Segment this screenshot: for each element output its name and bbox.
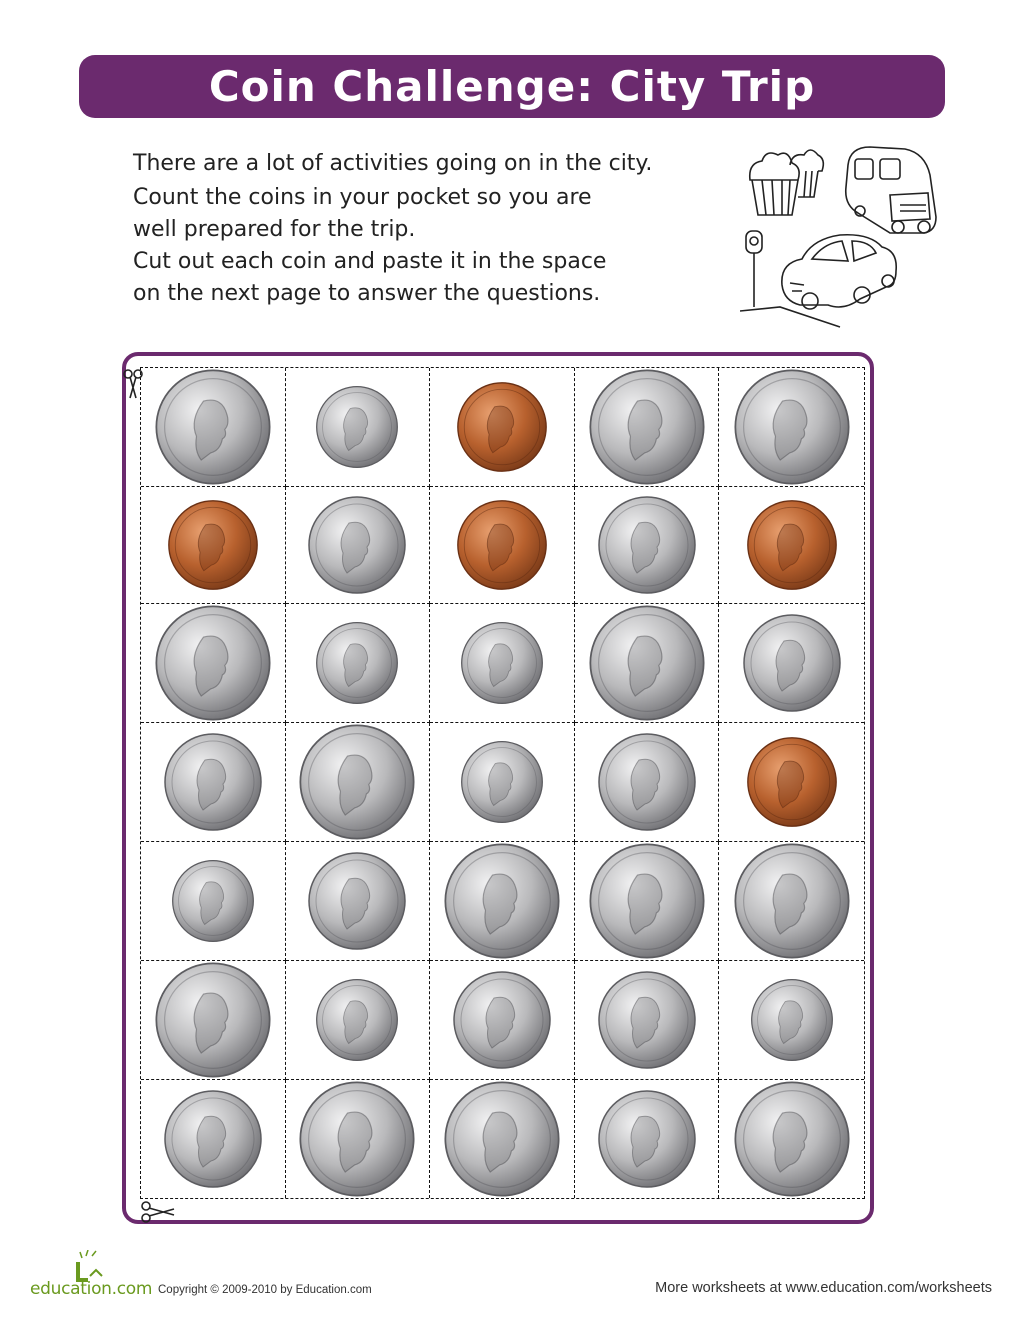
nickel-coin-icon[interactable] [452, 970, 552, 1070]
coin-cell [719, 368, 864, 487]
coin-cell [286, 487, 431, 604]
coin-cell [719, 961, 864, 1080]
intro-line-3: well prepared for the trip. [133, 217, 416, 242]
coin-cell [719, 723, 864, 842]
coin-cell [719, 604, 864, 723]
dime-coin-icon[interactable] [315, 978, 399, 1062]
quarter-coin-icon[interactable] [154, 368, 272, 486]
coin-cell [286, 368, 431, 487]
quarter-coin-icon[interactable] [733, 1080, 851, 1198]
logo-suffix: .com [111, 1279, 153, 1299]
quarter-coin-icon[interactable] [588, 604, 706, 722]
coin-cell [575, 842, 720, 961]
coin-cell [286, 723, 431, 842]
coin-cell [141, 961, 286, 1080]
title-banner [79, 55, 945, 118]
logo-word: education [30, 1279, 112, 1299]
coin-cell [430, 604, 575, 723]
quarter-coin-icon[interactable] [154, 961, 272, 1079]
penny-coin-icon[interactable] [456, 381, 548, 473]
dime-coin-icon[interactable] [171, 859, 255, 943]
coin-cell [286, 604, 431, 723]
coin-cell [430, 368, 575, 487]
coin-cell [286, 842, 431, 961]
quarter-coin-icon[interactable] [733, 368, 851, 486]
nickel-coin-icon[interactable] [163, 1089, 263, 1189]
intro-line-4: Cut out each coin and paste it in the space [133, 249, 607, 274]
quarter-coin-icon[interactable] [298, 1080, 416, 1198]
coin-cell [286, 1080, 431, 1198]
coin-cell [286, 961, 431, 1080]
coin-cell [719, 1080, 864, 1198]
quarter-coin-icon[interactable] [588, 842, 706, 960]
penny-coin-icon[interactable] [456, 499, 548, 591]
coin-grid [140, 367, 865, 1199]
coin-cell [430, 723, 575, 842]
car-icon [782, 235, 896, 309]
city-clipart [740, 135, 945, 335]
coin-cell [719, 487, 864, 604]
copyright-text: Copyright © 2009-2010 by Education.com [158, 1284, 372, 1296]
nickel-coin-icon[interactable] [597, 732, 697, 832]
dime-coin-icon[interactable] [750, 978, 834, 1062]
cupcakes-icon [750, 150, 824, 215]
bus-icon [846, 147, 936, 233]
quarter-coin-icon[interactable] [443, 1080, 561, 1198]
coin-cell [430, 487, 575, 604]
quarter-coin-icon[interactable] [443, 842, 561, 960]
nickel-coin-icon[interactable] [597, 970, 697, 1070]
quarter-coin-icon[interactable] [733, 842, 851, 960]
coin-cell [430, 1080, 575, 1198]
coin-cell [141, 723, 286, 842]
nickel-coin-icon[interactable] [307, 851, 407, 951]
intro-line-2: Count the coins in your pocket so you are [133, 185, 592, 210]
coin-cell [430, 961, 575, 1080]
more-worksheets-link[interactable]: More worksheets at www.education.com/worksheets [655, 1280, 992, 1296]
penny-coin-icon[interactable] [746, 499, 838, 591]
dime-coin-icon[interactable] [315, 385, 399, 469]
dime-coin-icon[interactable] [460, 740, 544, 824]
quarter-coin-icon[interactable] [154, 604, 272, 722]
logo-text[interactable] [30, 1279, 152, 1299]
quarter-coin-icon[interactable] [298, 723, 416, 841]
penny-coin-icon[interactable] [746, 736, 838, 828]
coin-cell [141, 604, 286, 723]
coin-cell [141, 842, 286, 961]
coin-cell [141, 368, 286, 487]
intro-text [133, 148, 753, 310]
scissors-icon [140, 1200, 176, 1224]
coin-cell [575, 723, 720, 842]
coin-cell [141, 487, 286, 604]
nickel-coin-icon[interactable] [163, 732, 263, 832]
penny-coin-icon[interactable] [167, 499, 259, 591]
nickel-coin-icon[interactable] [597, 1089, 697, 1189]
coin-cell [575, 961, 720, 1080]
quarter-coin-icon[interactable] [588, 368, 706, 486]
coin-cell [575, 368, 720, 487]
coin-cell [575, 604, 720, 723]
coin-cell [719, 842, 864, 961]
coin-cell [430, 842, 575, 961]
scissors-icon [122, 368, 144, 400]
dime-coin-icon[interactable] [460, 621, 544, 705]
nickel-coin-icon[interactable] [597, 495, 697, 595]
page-title: Coin Challenge: City Trip [208, 62, 816, 111]
coin-cell [575, 487, 720, 604]
parking-meter-icon [740, 231, 840, 327]
intro-line-1: There are a lot of activities going on in the city. [133, 151, 653, 176]
nickel-coin-icon[interactable] [307, 495, 407, 595]
dime-coin-icon[interactable] [315, 621, 399, 705]
intro-line-5: on the next page to answer the questions. [133, 281, 601, 306]
coin-cell [141, 1080, 286, 1198]
nickel-coin-icon[interactable] [742, 613, 842, 713]
coin-cell [575, 1080, 720, 1198]
